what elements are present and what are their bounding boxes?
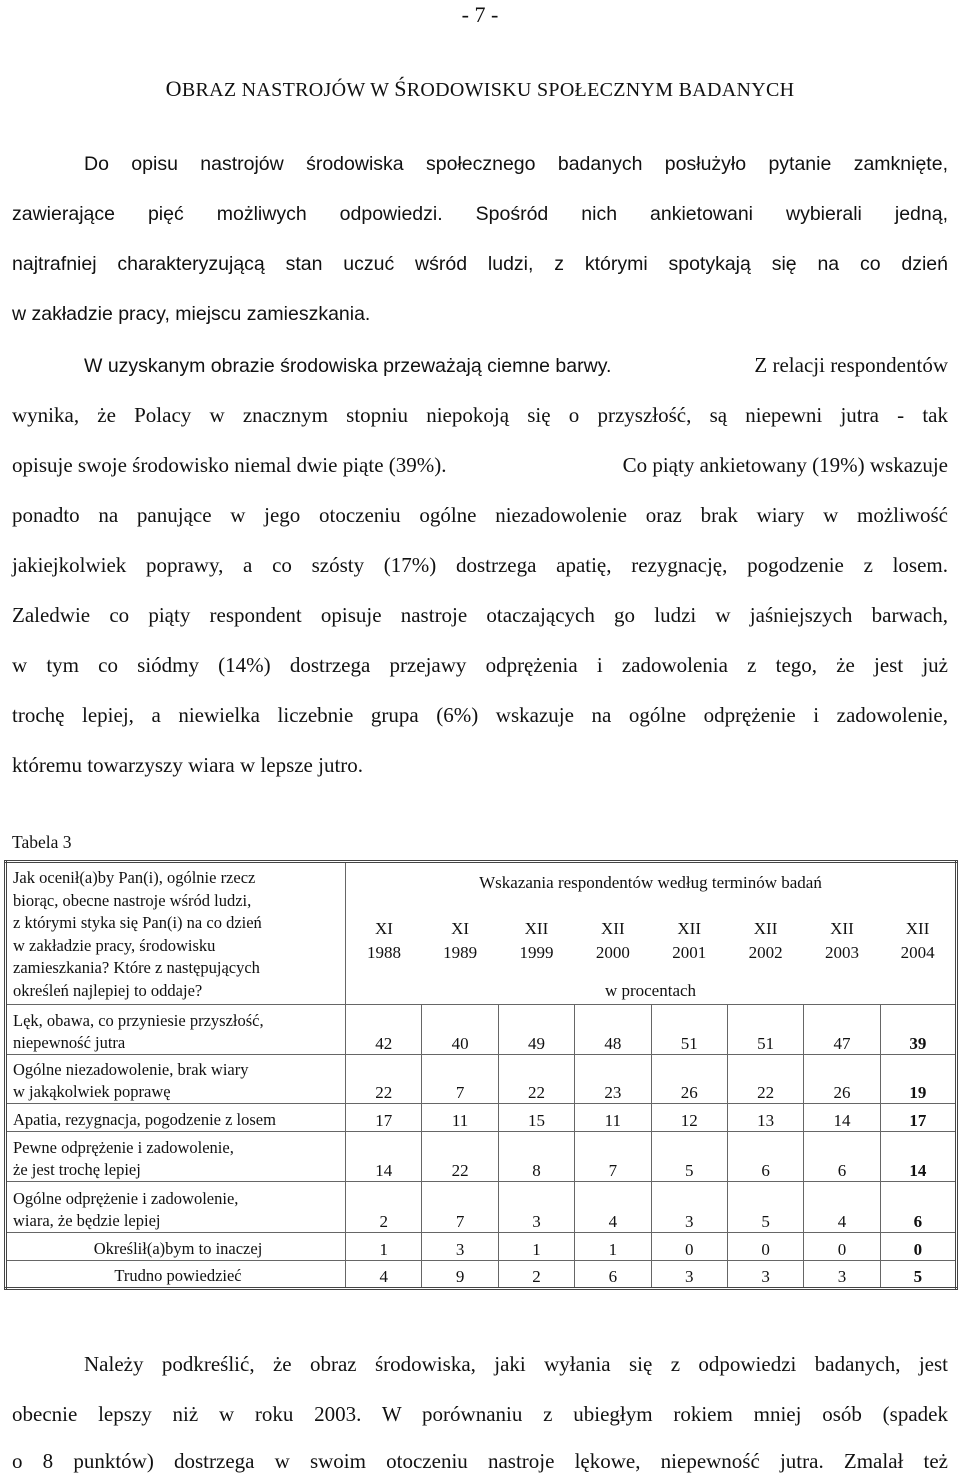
value-cell-latest: 14 xyxy=(880,1132,956,1182)
table-header-title: Wskazania respondentów według terminów badań xyxy=(346,862,957,904)
value-cell: 22 xyxy=(498,1055,574,1104)
question-cell xyxy=(6,862,346,1005)
value-cell: 3 xyxy=(651,1261,727,1289)
period-cell: XII 2002 xyxy=(748,918,783,962)
row-label: Ogólne niezadowolenie, brak wiary w jakąkolwiek poprawę xyxy=(6,1055,346,1104)
value-cell: 4 xyxy=(575,1182,651,1233)
value-cell: 3 xyxy=(727,1261,803,1289)
table-caption: Tabela 3 xyxy=(12,832,72,852)
value-cell: 3 xyxy=(498,1182,574,1233)
value-cell-latest: 39 xyxy=(880,1005,956,1055)
value-cell-latest: 0 xyxy=(880,1233,956,1261)
value-cell: 6 xyxy=(727,1132,803,1182)
period-cell: XII 1999 xyxy=(519,918,554,962)
value-cell: 0 xyxy=(804,1233,880,1261)
value-cell: 2 xyxy=(498,1261,574,1289)
value-cell: 26 xyxy=(804,1055,880,1104)
value-cell: 7 xyxy=(422,1055,498,1104)
paragraph-sentence: opisuje swoje środowisko niemal dwie piąte (39%). xyxy=(12,453,447,477)
value-cell: 1 xyxy=(575,1233,651,1261)
value-cell: 5 xyxy=(727,1182,803,1233)
title-initial-s: Ś xyxy=(394,76,407,101)
value-cell-latest: 19 xyxy=(880,1055,956,1104)
value-cell-latest: 5 xyxy=(880,1261,956,1289)
value-cell: 47 xyxy=(804,1005,880,1055)
value-cell: 17 xyxy=(346,1104,422,1132)
paragraph-line: Do opisu nastrojów środowiska społecznego badanych posłużyło pytanie zamknięte, xyxy=(84,153,948,175)
value-cell: 22 xyxy=(422,1132,498,1182)
value-cell: 51 xyxy=(727,1005,803,1055)
paragraph-line: zawierające pięć możliwych odpowiedzi. Spośród nich ankietowani wybierali jedną, xyxy=(12,203,948,225)
value-cell: 4 xyxy=(346,1261,422,1289)
value-cell: 6 xyxy=(575,1261,651,1289)
paragraph-sentence: W uzyskanym obrazie środowiska przeważają ciemne barwy. xyxy=(84,355,612,377)
value-cell: 23 xyxy=(575,1055,651,1104)
value-cell: 22 xyxy=(346,1055,422,1104)
paragraph-line: najtrafniej charakteryzującą stan uczuć wśród ludzi, z którymi spotykają się na co dzień xyxy=(12,253,948,275)
value-cell: 22 xyxy=(727,1055,803,1104)
value-cell: 0 xyxy=(727,1233,803,1261)
value-cell: 15 xyxy=(498,1104,574,1132)
value-cell: 48 xyxy=(575,1005,651,1055)
row-label: Ogólne odprężenie i zadowolenie, wiara, że będzie lepiej xyxy=(6,1182,346,1233)
value-cell: 11 xyxy=(575,1104,651,1132)
value-cell: 0 xyxy=(651,1233,727,1261)
value-cell: 51 xyxy=(651,1005,727,1055)
page-number: - 7 - xyxy=(461,2,499,27)
paragraph-sentence: Co piąty ankietowany (19%) wskazuje xyxy=(622,453,948,477)
value-cell: 3 xyxy=(422,1233,498,1261)
period-cell: XII 2004 xyxy=(880,903,956,978)
question-line: określeń najlepiej to oddaje? xyxy=(13,980,203,1000)
table-row xyxy=(6,1233,957,1261)
paragraph-line: ponadto na panujące w jego otoczeniu ogólne niezadowolenie oraz brak wiary w możliwość xyxy=(12,503,948,527)
paragraph-line: Zaledwie co piąty respondent opisuje nastroje otaczających go ludzi w jaśniejszych barwach, xyxy=(12,603,948,627)
value-cell: 49 xyxy=(498,1005,574,1055)
period-cell: XI 1988 xyxy=(366,918,401,962)
value-cell: 4 xyxy=(804,1182,880,1233)
row-label: Pewne odprężenie i zadowolenie, że jest trochę lepiej xyxy=(6,1132,346,1182)
value-cell: 1 xyxy=(346,1233,422,1261)
paragraph-line: obecnie lepszy niż w roku 2003. W porównaniu z ubiegłym rokiem mniej osób (spadek xyxy=(12,1402,948,1426)
value-cell: 1 xyxy=(498,1233,574,1261)
paragraph-line: wynika, że Polacy w znacznym stopniu niepokoją się o przyszłość, są niepewni jutra - tak xyxy=(12,403,948,427)
period-cell: XII 2001 xyxy=(672,918,707,962)
value-cell: 13 xyxy=(727,1104,803,1132)
title-part-2: RODOWISKU SPOŁECZNYM BADANYCH xyxy=(406,79,795,101)
question-line: w zakładzie pracy, środowisku xyxy=(13,935,216,955)
paragraph-line: trochę lepiej, a niewielka liczebnie grupa (6%) wskazuje na ogólne odprężenie i zadowolenie, xyxy=(12,703,948,727)
paragraph-line xyxy=(12,453,948,478)
row-label: Trudno powiedzieć xyxy=(6,1261,346,1289)
table-row xyxy=(6,1261,957,1289)
title-part-1: BRAZ NASTROJÓW W xyxy=(181,79,395,101)
value-cell: 9 xyxy=(422,1261,498,1289)
value-cell: 14 xyxy=(804,1104,880,1132)
value-cell: 8 xyxy=(498,1132,574,1182)
paragraph-line: Należy podkreślić, że obraz środowiska, jaki wyłania się z odpowiedzi badanych, jest xyxy=(84,1352,948,1376)
table-row xyxy=(6,1104,957,1132)
paragraph-line: któremu towarzyszy wiara w lepsze jutro. xyxy=(12,753,364,777)
question-line: z którymi styka się Pan(i) na co dzień xyxy=(13,913,262,932)
value-cell: 3 xyxy=(651,1182,727,1233)
table-row xyxy=(6,1132,957,1182)
value-cell: 12 xyxy=(651,1104,727,1132)
question-line: zamieszkania? Które z następujących xyxy=(13,958,260,977)
section-title xyxy=(0,76,960,102)
period-cell: XII 2000 xyxy=(595,918,630,962)
value-cell: 14 xyxy=(346,1132,422,1182)
unit-label: w procentach xyxy=(346,978,957,1005)
value-cell: 7 xyxy=(422,1182,498,1233)
data-table xyxy=(4,860,958,1290)
table-header-row xyxy=(6,862,957,904)
question-line: Jak ocenił(a)by Pan(i), ogólnie rzecz xyxy=(13,868,256,887)
paragraph-line: w zakładzie pracy, miejscu zamieszkania. xyxy=(12,303,371,325)
value-cell-latest: 6 xyxy=(880,1182,956,1233)
paragraph-line: o 8 punktów) dostrzega w swoim otoczeniu nastroje lękowe, niepewność jutra. Zmalał też xyxy=(12,1449,948,1473)
paragraph-line xyxy=(84,353,948,378)
paragraph-line: w tym co siódmy (14%) dostrzega przejawy odprężenia i zadowolenia z tego, że jest już xyxy=(12,653,948,677)
value-cell: 11 xyxy=(422,1104,498,1132)
value-cell: 40 xyxy=(422,1005,498,1055)
row-label: Lęk, obawa, co przyniesie przyszłość, niepewność jutra xyxy=(6,1005,346,1055)
paragraph-line: jakiejkolwiek poprawy, a co szósty (17%) dostrzega apatię, rezygnację, pogodzenie z losem. xyxy=(12,553,948,577)
value-cell: 26 xyxy=(651,1055,727,1104)
value-cell: 6 xyxy=(804,1132,880,1182)
value-cell: 42 xyxy=(346,1005,422,1055)
value-cell: 3 xyxy=(804,1261,880,1289)
value-cell: 7 xyxy=(575,1132,651,1182)
paragraph-sentence: Z relacji respondentów xyxy=(754,353,948,377)
row-label: Apatia, rezygnacja, pogodzenie z losem xyxy=(6,1104,346,1132)
table-row xyxy=(6,1055,957,1104)
value-cell-latest: 17 xyxy=(880,1104,956,1132)
value-cell: 2 xyxy=(346,1182,422,1233)
title-initial-o: O xyxy=(165,76,182,101)
row-label: Określił(a)bym to inaczej xyxy=(6,1233,346,1261)
question-line: biorąc, obecne nastroje wśród ludzi, xyxy=(13,890,252,910)
period-cell: XI 1989 xyxy=(443,918,478,962)
period-cell: XII 2003 xyxy=(824,918,859,962)
table-row xyxy=(6,1182,957,1233)
table-row xyxy=(6,1005,957,1055)
value-cell: 5 xyxy=(651,1132,727,1182)
